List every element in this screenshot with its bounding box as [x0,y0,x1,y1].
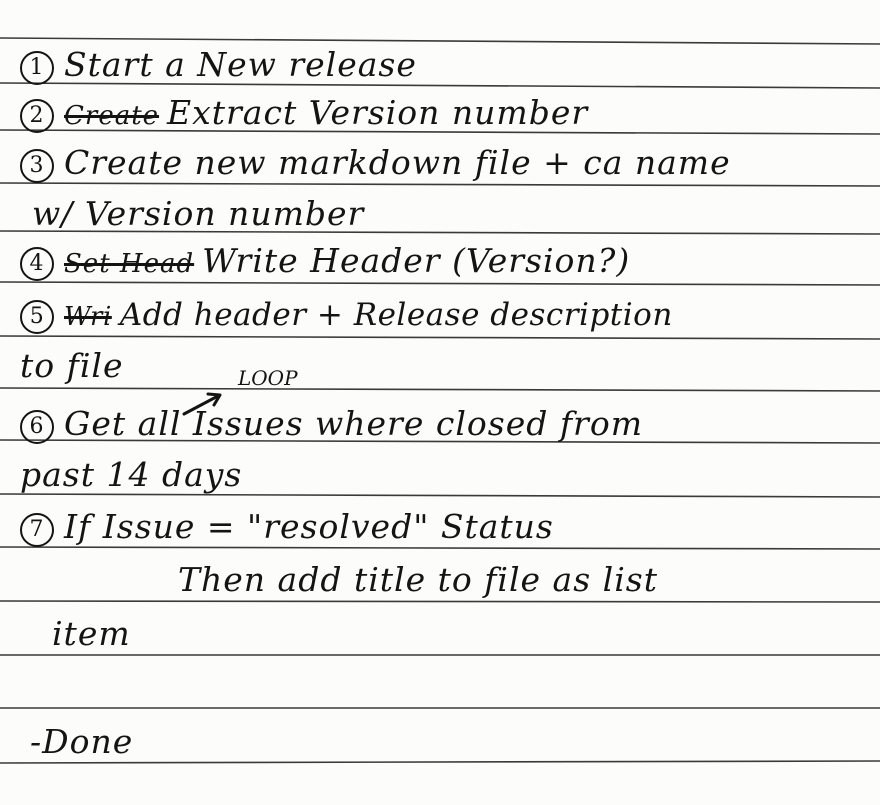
step-7-continued-2 [52,614,131,654]
step-1-text: Start a New release [64,45,417,84]
step-7-continued [178,560,658,600]
step-6 [20,404,643,444]
step-3-continued [32,194,364,234]
step-2-number: 2 [20,99,54,133]
step-2-struck-word: Create [64,101,160,131]
done-text: -Done [30,722,134,761]
step-4-text: Write Header (Version?) [202,241,631,280]
step-6-number: 6 [20,410,54,444]
step-5-text: Add header + Release description [119,297,673,333]
step-4-number: 4 [20,247,54,281]
step-7-text: If Issue = "resolved" Status [64,507,554,546]
step-3 [20,143,731,183]
step-1-number: 1 [20,51,54,85]
step-2 [20,93,588,136]
step-5-number: 5 [20,300,54,334]
step-4 [20,241,630,284]
loop-label: LOOP [238,366,298,390]
step-6-continued-text: past 14 days [20,455,243,494]
step-7 [20,507,554,547]
step-5-continued-text: to file [20,346,124,385]
step-1 [20,45,417,85]
step-6-continued [20,455,242,495]
step-7-continued-text: Then add title to file as list [178,560,658,599]
step-4-struck-word: Set Head [64,249,195,279]
done-note [30,722,133,762]
step-3-text: Create new markdown file + ca name [64,143,731,182]
step-3-number: 3 [20,149,54,183]
step-7-number: 7 [20,513,54,547]
step-5-struck-word: Wri [64,302,112,332]
step-7-continued-2-text: item [52,614,131,653]
step-2-text: Extract Version number [167,93,589,132]
step-6-text: Get all Issues where closed from [64,404,643,443]
step-5 [20,295,673,337]
step-3-continued-text: w/ Version number [32,194,365,233]
step-5-continued [20,346,123,386]
